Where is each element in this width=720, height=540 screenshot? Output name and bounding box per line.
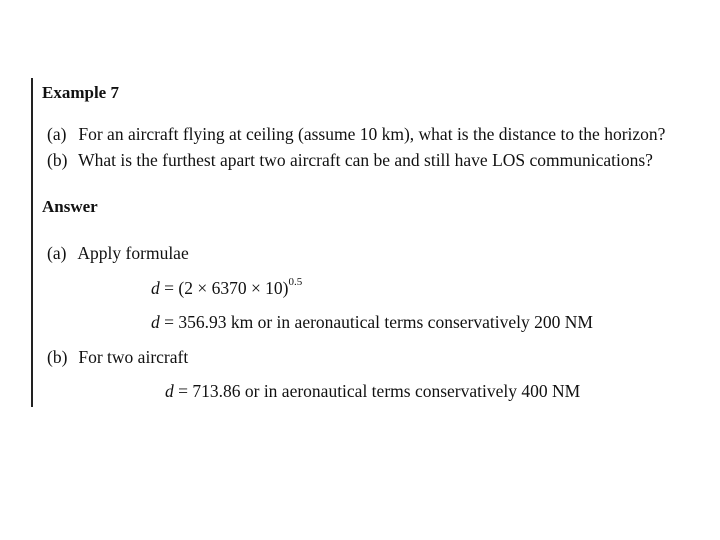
answer-a-text: Apply formulae <box>77 243 189 263</box>
equation-rhs: = 713.86 or in aeronautical terms conservatively 400 NM <box>178 381 581 401</box>
answer-b-text: For two aircraft <box>78 347 189 367</box>
equation-variable: d <box>151 312 160 332</box>
question-b-label: (b) <box>47 150 68 170</box>
equation-d-two-aircraft <box>165 383 580 401</box>
question-b <box>47 152 653 170</box>
question-a-text: For an aircraft flying at ceiling (assume 10 km), what is the distance to the horizon? <box>78 124 666 144</box>
answer-a <box>47 245 189 263</box>
left-margin-rule <box>31 78 33 407</box>
equation-variable: d <box>151 278 160 298</box>
answer-title: Answer <box>42 197 98 216</box>
example-title: Example 7 <box>42 83 119 102</box>
equation-d-result <box>151 314 593 332</box>
question-b-text: What is the furthest apart two aircraft can be and still have LOS communications? <box>78 150 653 170</box>
equation-rhs: = (2 × 6370 × 10) <box>164 278 289 298</box>
question-a-label: (a) <box>47 124 67 144</box>
equation-rhs: = 356.93 km or in aeronautical terms conservatively 200 NM <box>164 312 593 332</box>
answer-a-label: (a) <box>47 243 67 263</box>
answer-b-label: (b) <box>47 347 68 367</box>
question-a <box>47 126 665 144</box>
equation-d-formula <box>151 276 303 298</box>
answer-b <box>47 349 188 367</box>
equation-variable: d <box>165 381 174 401</box>
equation-exponent: 0.5 <box>288 276 303 288</box>
